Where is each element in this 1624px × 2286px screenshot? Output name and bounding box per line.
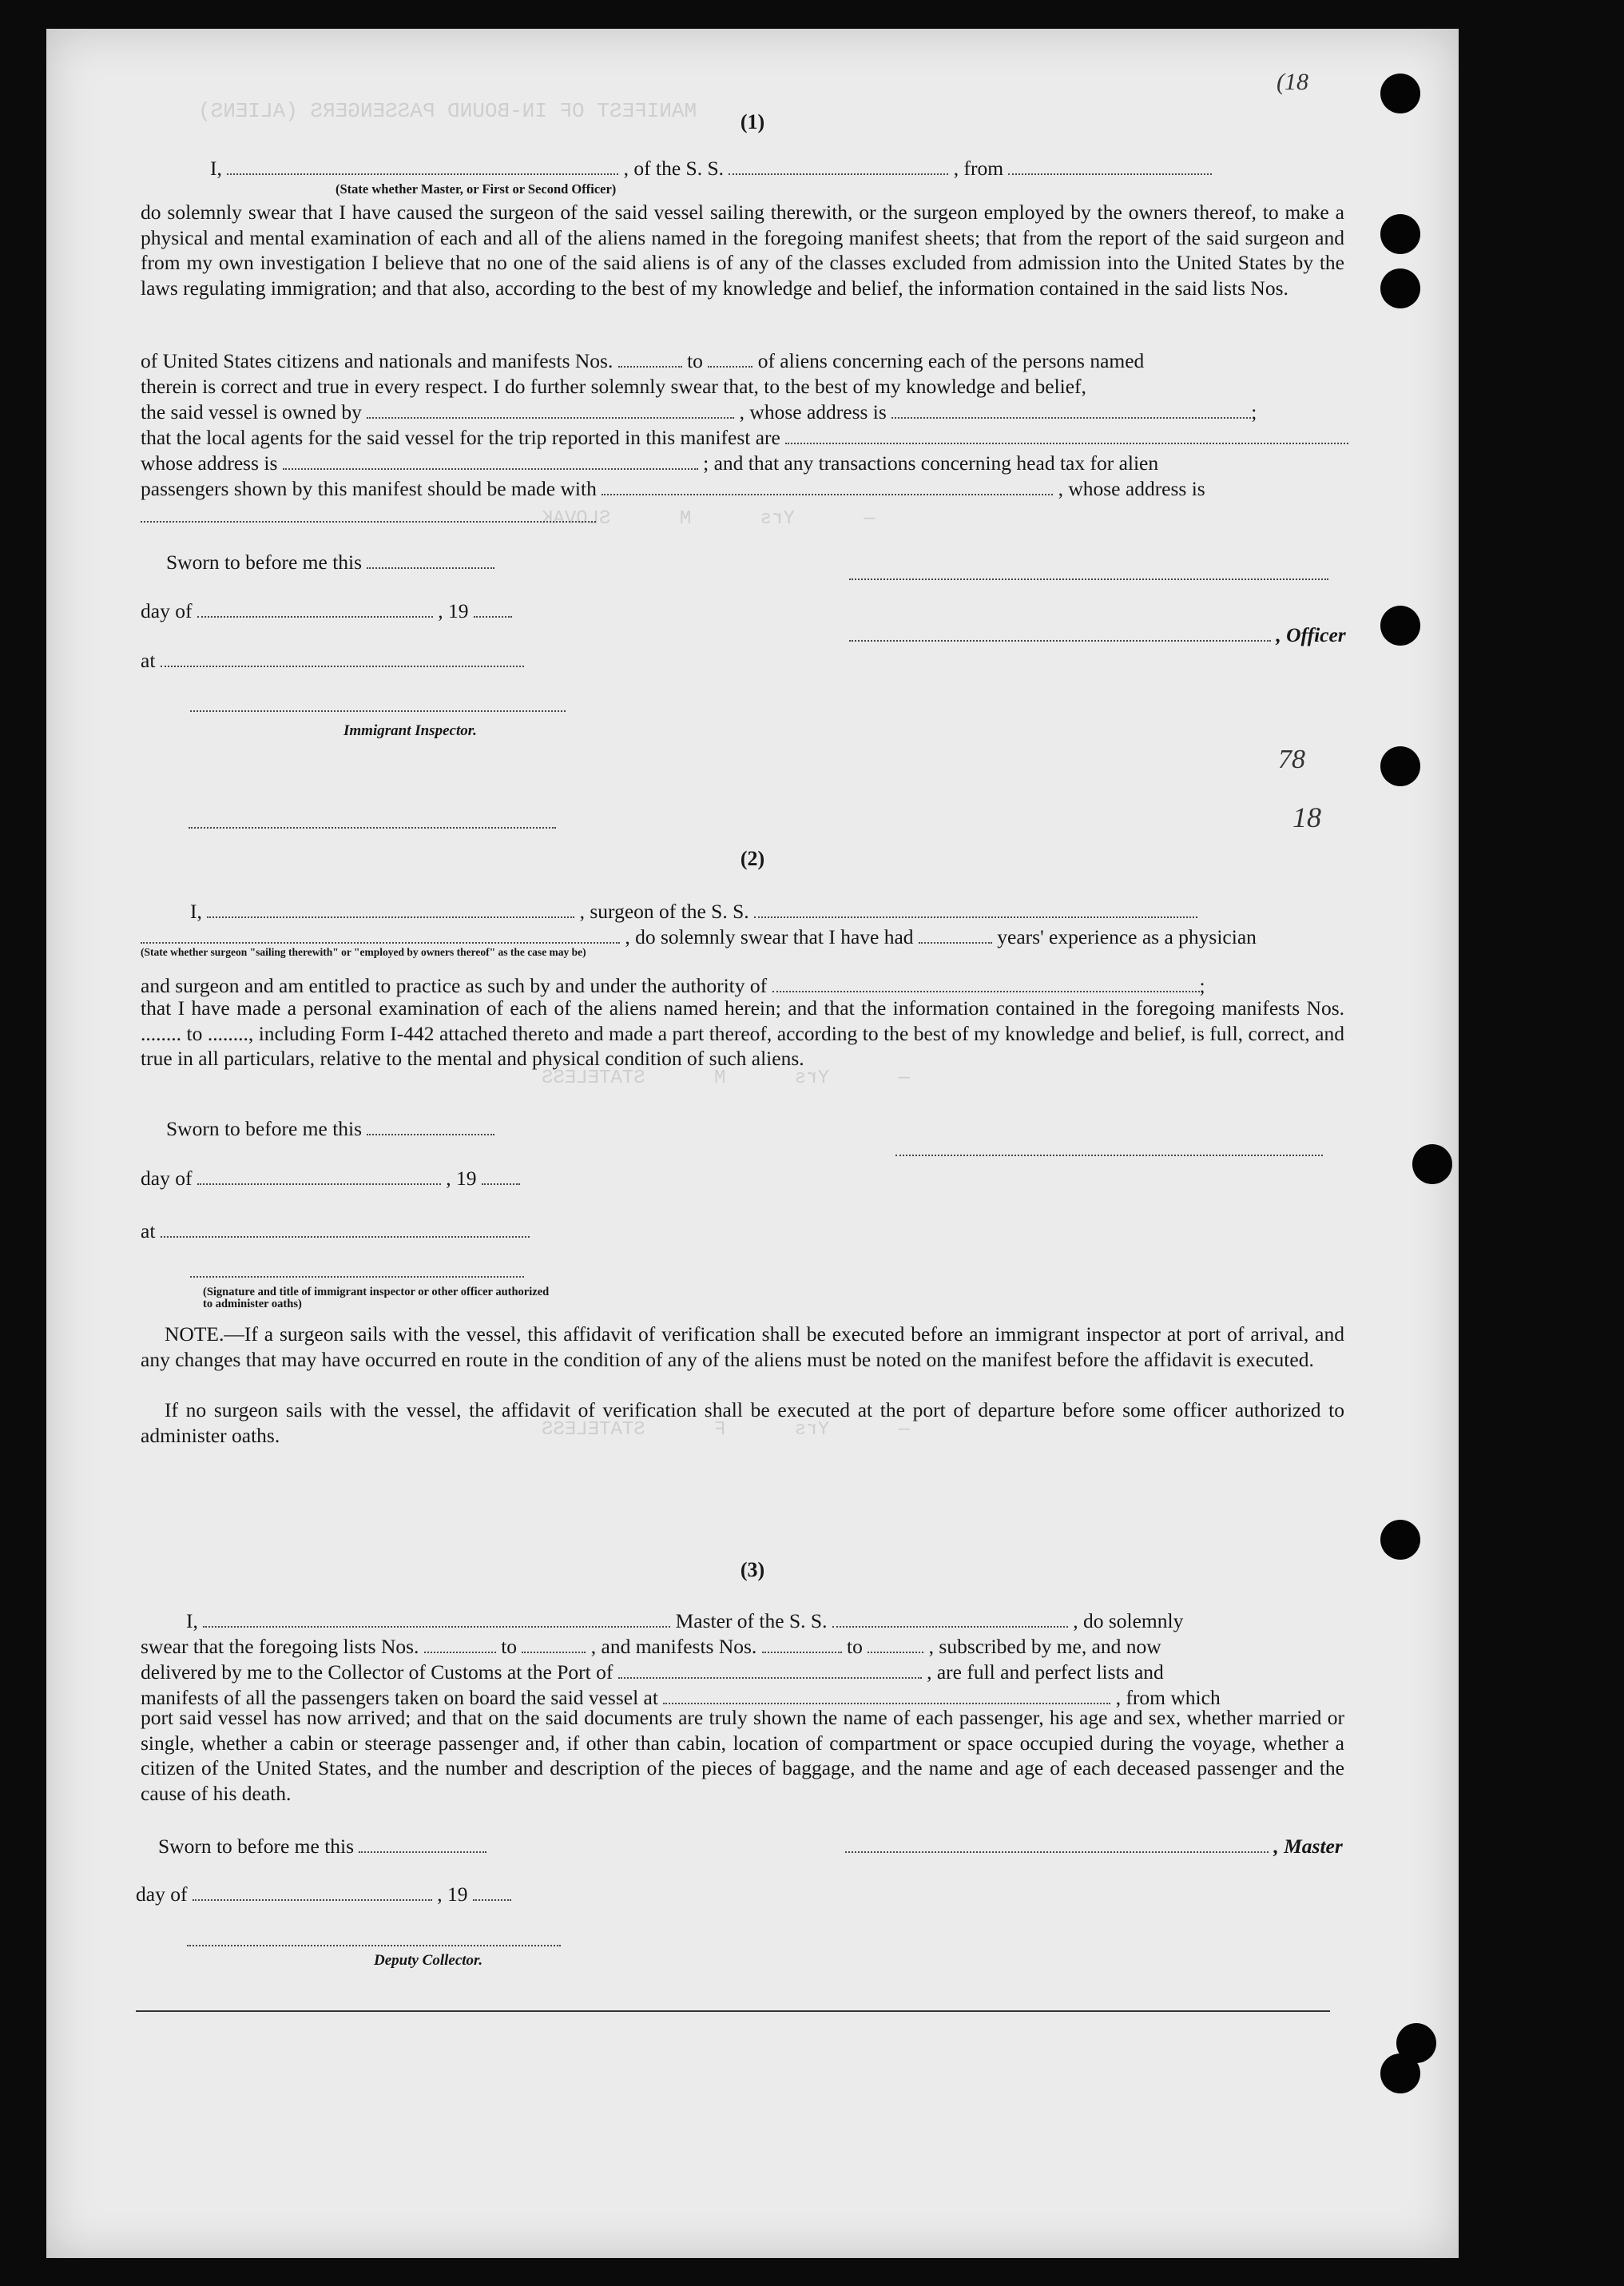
signature-note: (Signature and title of immigrant inspector or other officer authorized to administer oaths): [203, 1286, 550, 1310]
local-agents-field[interactable]: [785, 427, 1348, 444]
manifest-back-page: [46, 29, 1459, 2258]
section-1-sworn-line: [166, 551, 494, 574]
ship-name-field[interactable]: [832, 1610, 1068, 1628]
inspector-signature-field[interactable]: [190, 694, 566, 712]
manifest-no-to-field[interactable]: [708, 350, 752, 368]
officer-title-field[interactable]: [849, 624, 1271, 642]
section-1-therein: therein is correct and true in every respect. I do further solemnly swear that, to the best of my knowledge and belief,: [141, 375, 1086, 398]
from-port-field[interactable]: [1008, 157, 1212, 175]
from-which-text: , from which: [1115, 1686, 1221, 1709]
bottom-rule: [136, 2010, 1330, 2012]
list-no-from-field[interactable]: [424, 1636, 496, 1653]
section-3-lists-line: [141, 1635, 1161, 1659]
handwritten-mark: 78: [1278, 745, 1305, 774]
sworn-date-field[interactable]: [367, 1118, 494, 1135]
owner-address-label: , whose address is: [739, 400, 887, 423]
bleed-through-text: — Yrs M SLOVAK: [542, 508, 910, 530]
official-signature-field[interactable]: [190, 1260, 524, 1278]
section-2-official-sign: [190, 1259, 524, 1283]
contact-address-field[interactable]: [141, 505, 596, 523]
section-1-paragraph: do solemnly swear that I have caused the surgeon of the said vessel sailing therewith, or the surgeon employed by the owners thereof, to make a physical and mental examination of each and all of the aliens named in the foregoing manifest sheets; that from the report of the said surgeon and from my own investigation I believe that no one of the said aliens is of any of the classes excluded from admission into the United States by the laws regulating immigration; and that also, according to the best of my knowledge and belief, the information contained in the said lists Nos.: [141, 201, 1344, 300]
day-field[interactable]: [197, 1167, 441, 1185]
head-tax-contact-field[interactable]: [602, 478, 1053, 495]
aliens-concerning-text: of aliens concerning each of the persons named: [757, 349, 1145, 372]
punch-hole: [1380, 2053, 1420, 2093]
us-citizens-text: of United States citizens and nationals and manifests Nos.: [141, 349, 613, 372]
owned-by-label: the said vessel is owned by: [141, 400, 362, 423]
sworn-label: Sworn to before me this: [166, 1117, 363, 1140]
head-tax-text: ; and that any transactions concerning head tax for alien: [703, 451, 1159, 475]
to-label: to: [687, 349, 703, 372]
sworn-label: Sworn to before me this: [166, 551, 363, 574]
to-label: to: [847, 1635, 863, 1658]
punch-hole: [1412, 1144, 1452, 1184]
manifests-of-all-text: manifests of all the passengers taken on board the said vessel at: [141, 1686, 658, 1709]
section-3-sworn-line: [158, 1835, 486, 1859]
section-2-authority-line: and surgeon and am entitled to practice as such by and under the authority of ;: [141, 974, 1205, 997]
officer-role-note: (State whether Master, or First or Second Officer): [336, 181, 617, 197]
section-1-officer-title: [849, 623, 1346, 647]
manifest-no-from-field[interactable]: [762, 1636, 842, 1653]
year-field[interactable]: [482, 1167, 520, 1185]
punch-hole: [1380, 606, 1420, 646]
section-2-note2: If no surgeon sails with the vessel, the affidavit of verification shall be executed at the port of departure before some officer authorized to administer oaths.: [141, 1398, 1344, 1447]
punch-hole: [1380, 214, 1420, 254]
day-of-label: day of: [141, 1167, 193, 1190]
day-of-label: day of: [136, 1882, 188, 1906]
officer-name-field[interactable]: [227, 157, 618, 175]
years-field[interactable]: [919, 926, 992, 944]
bleed-through-text: — Yrs M STATELESS: [542, 1067, 945, 1089]
surgeon-type-field[interactable]: [141, 926, 620, 944]
day-field[interactable]: [193, 1883, 432, 1901]
agent-address-label: whose address is: [141, 451, 278, 475]
i-label: I,: [186, 1609, 198, 1632]
officer-signature-field[interactable]: [849, 563, 1328, 580]
and-manifests-text: , and manifests Nos.: [590, 1635, 757, 1658]
punch-hole: [1380, 746, 1420, 786]
section-1-owner-line: the said vessel is owned by , whose address is ;: [141, 400, 1257, 423]
section-2-note1: NOTE.—If a surgeon sails with the vessel, this affidavit of verification shall be executed before an immigrant inspector at port of arrival, and any changes that may have occurred en route in the condition of any of the aliens must be noted on the manifest before the affidavit is executed.: [141, 1322, 1344, 1371]
contact-address-label: , whose address is: [1058, 477, 1205, 500]
swear-lists-text: swear that the foregoing lists Nos.: [141, 1635, 419, 1658]
handwritten-mark: (18: [1277, 69, 1308, 95]
manifest-no-from-field[interactable]: [618, 350, 682, 368]
at-place-field[interactable]: [161, 650, 524, 667]
punch-hole: [1380, 268, 1420, 308]
section-2-paragraph: that I have made a personal examination of each of the aliens named herein; and that the information contained in the foregoing manifests Nos. ........ to ........, including Form I-442 attached thereto and made a part thereof, according to the best of my knowledge and belief, is full, correct, and true in all particulars, relative to the mental and physical condition of such aliens.: [141, 996, 1344, 1070]
immigrant-inspector-label: Immigrant Inspector.: [343, 722, 477, 739]
list-no-to-field[interactable]: [522, 1636, 586, 1653]
from-label: , from: [953, 157, 1004, 180]
manifest-no-to-field[interactable]: [868, 1636, 923, 1653]
authority-field[interactable]: [772, 975, 1200, 992]
full-perfect-text: , are full and perfect lists and: [927, 1660, 1164, 1684]
master-signature-field[interactable]: [845, 1835, 1269, 1853]
year-label: , 19: [446, 1167, 477, 1190]
agent-address-field[interactable]: [283, 452, 698, 470]
year-label: , 19: [438, 599, 469, 622]
section-2-sworn-line: [166, 1117, 494, 1141]
punch-hole: [1380, 1520, 1420, 1560]
punch-hole: [1380, 74, 1420, 113]
to-label: to: [501, 1635, 518, 1658]
subscribed-text: , subscribed by me, and now: [928, 1635, 1161, 1658]
extra-signature-field[interactable]: [189, 811, 556, 829]
section-3-day-line: [136, 1882, 511, 1906]
at-label: at: [141, 649, 156, 672]
officer-label: , Officer: [1276, 623, 1346, 646]
ship-name-field[interactable]: [729, 157, 948, 175]
at-label: at: [141, 1219, 156, 1242]
do-solemnly-text: , do solemnly swear that I have had: [625, 925, 914, 948]
section-1-officer-sign: [849, 562, 1328, 586]
sworn-label: Sworn to before me this: [158, 1835, 355, 1858]
do-solemnly-text: , do solemnly: [1073, 1609, 1184, 1632]
day-field[interactable]: [197, 600, 433, 618]
handwritten-mark: 18: [1292, 801, 1321, 833]
years-experience-text: years' experience as a physician: [997, 925, 1257, 948]
section-1-inspector-sign: [190, 694, 566, 718]
delivered-text: delivered by me to the Collector of Customs at the Port of: [141, 1660, 613, 1684]
section-2-number: (2): [740, 847, 765, 870]
surgeon-ship-field[interactable]: [754, 900, 1197, 918]
section-2-surgeon-sign: [895, 1138, 1323, 1162]
i-label: I,: [190, 900, 202, 923]
owner-address-field[interactable]: [891, 401, 1251, 419]
section-1-number: (1): [740, 110, 765, 133]
local-agents-label: that the local agents for the said vessel for the trip reported in this manifest are: [141, 426, 780, 449]
surgeon-name-field[interactable]: [207, 900, 574, 918]
section-3-line1: [186, 1609, 1183, 1633]
i-label: I,: [210, 157, 222, 180]
year-field[interactable]: [474, 600, 512, 618]
section-1-day-line: [141, 599, 512, 623]
section-2-line1: [190, 900, 1197, 924]
section-3-deputy-sign: [187, 1928, 561, 1952]
section-1-agent-address-line: [141, 451, 1158, 475]
section-1-lists-line: [141, 349, 1144, 373]
section-1-headtax-line: [141, 477, 1205, 501]
passengers-shown-text: passengers shown by this manifest should be made with: [141, 477, 597, 500]
surgeon-label: , surgeon of the S. S.: [579, 900, 749, 923]
section-2-at-line: [141, 1219, 530, 1243]
section-1-line1: [210, 157, 1212, 181]
bleed-through-header: MANIFEST OF IN-BOUND PASSENGERS (ALIENS): [198, 99, 697, 123]
year-field[interactable]: [473, 1883, 511, 1901]
surgeon-note: (State whether surgeon "sailing therewith" or "employed by owners thereof" as the case may be): [141, 946, 586, 958]
and-surgeon-text: and surgeon and am entitled to practice as such by and under the authority of: [141, 974, 768, 997]
surgeon-signature-field[interactable]: [895, 1139, 1323, 1156]
section-1-at-line: [141, 649, 524, 673]
owner-field[interactable]: [367, 401, 734, 419]
master-label: , Master: [1273, 1835, 1343, 1858]
section-3-number: (3): [740, 1558, 765, 1581]
sworn-date-field[interactable]: [359, 1835, 486, 1853]
section-1-agents-line: [141, 426, 1348, 450]
section-1-extra-line: [189, 810, 556, 834]
deputy-collector-label: Deputy Collector.: [374, 1952, 483, 1969]
of-ss-label: , of the S. S.: [623, 157, 725, 180]
port-field[interactable]: [618, 1661, 922, 1679]
day-of-label: day of: [141, 599, 193, 622]
year-label: , 19: [437, 1882, 468, 1906]
bleed-through-text: — Yrs F STATELESS: [542, 1419, 945, 1441]
sworn-date-field[interactable]: [367, 551, 494, 569]
section-2-day-line: [141, 1167, 520, 1191]
section-1-address-cont: [141, 504, 596, 528]
embark-port-field[interactable]: [663, 1687, 1110, 1704]
master-of-label: Master of the S. S.: [675, 1609, 828, 1632]
deputy-signature-field[interactable]: [187, 1929, 561, 1946]
master-name-field[interactable]: [203, 1610, 670, 1628]
section-3-paragraph: port said vessel has now arrived; and that on the said documents are truly shown the name of each passenger, his age and sex, whether married or single, whether a cabin or steerage passenger and, if other than cabin, location of compartment or space occupied during the voyage, whether a citizen of the United States, and the number and description of the pieces of baggage, and the name and age of each deceased passenger and the cause of his death.: [141, 1706, 1344, 1805]
at-place-field[interactable]: [161, 1220, 530, 1238]
section-3-delivered-line: [141, 1660, 1164, 1684]
section-3-master-sign: [845, 1835, 1343, 1859]
